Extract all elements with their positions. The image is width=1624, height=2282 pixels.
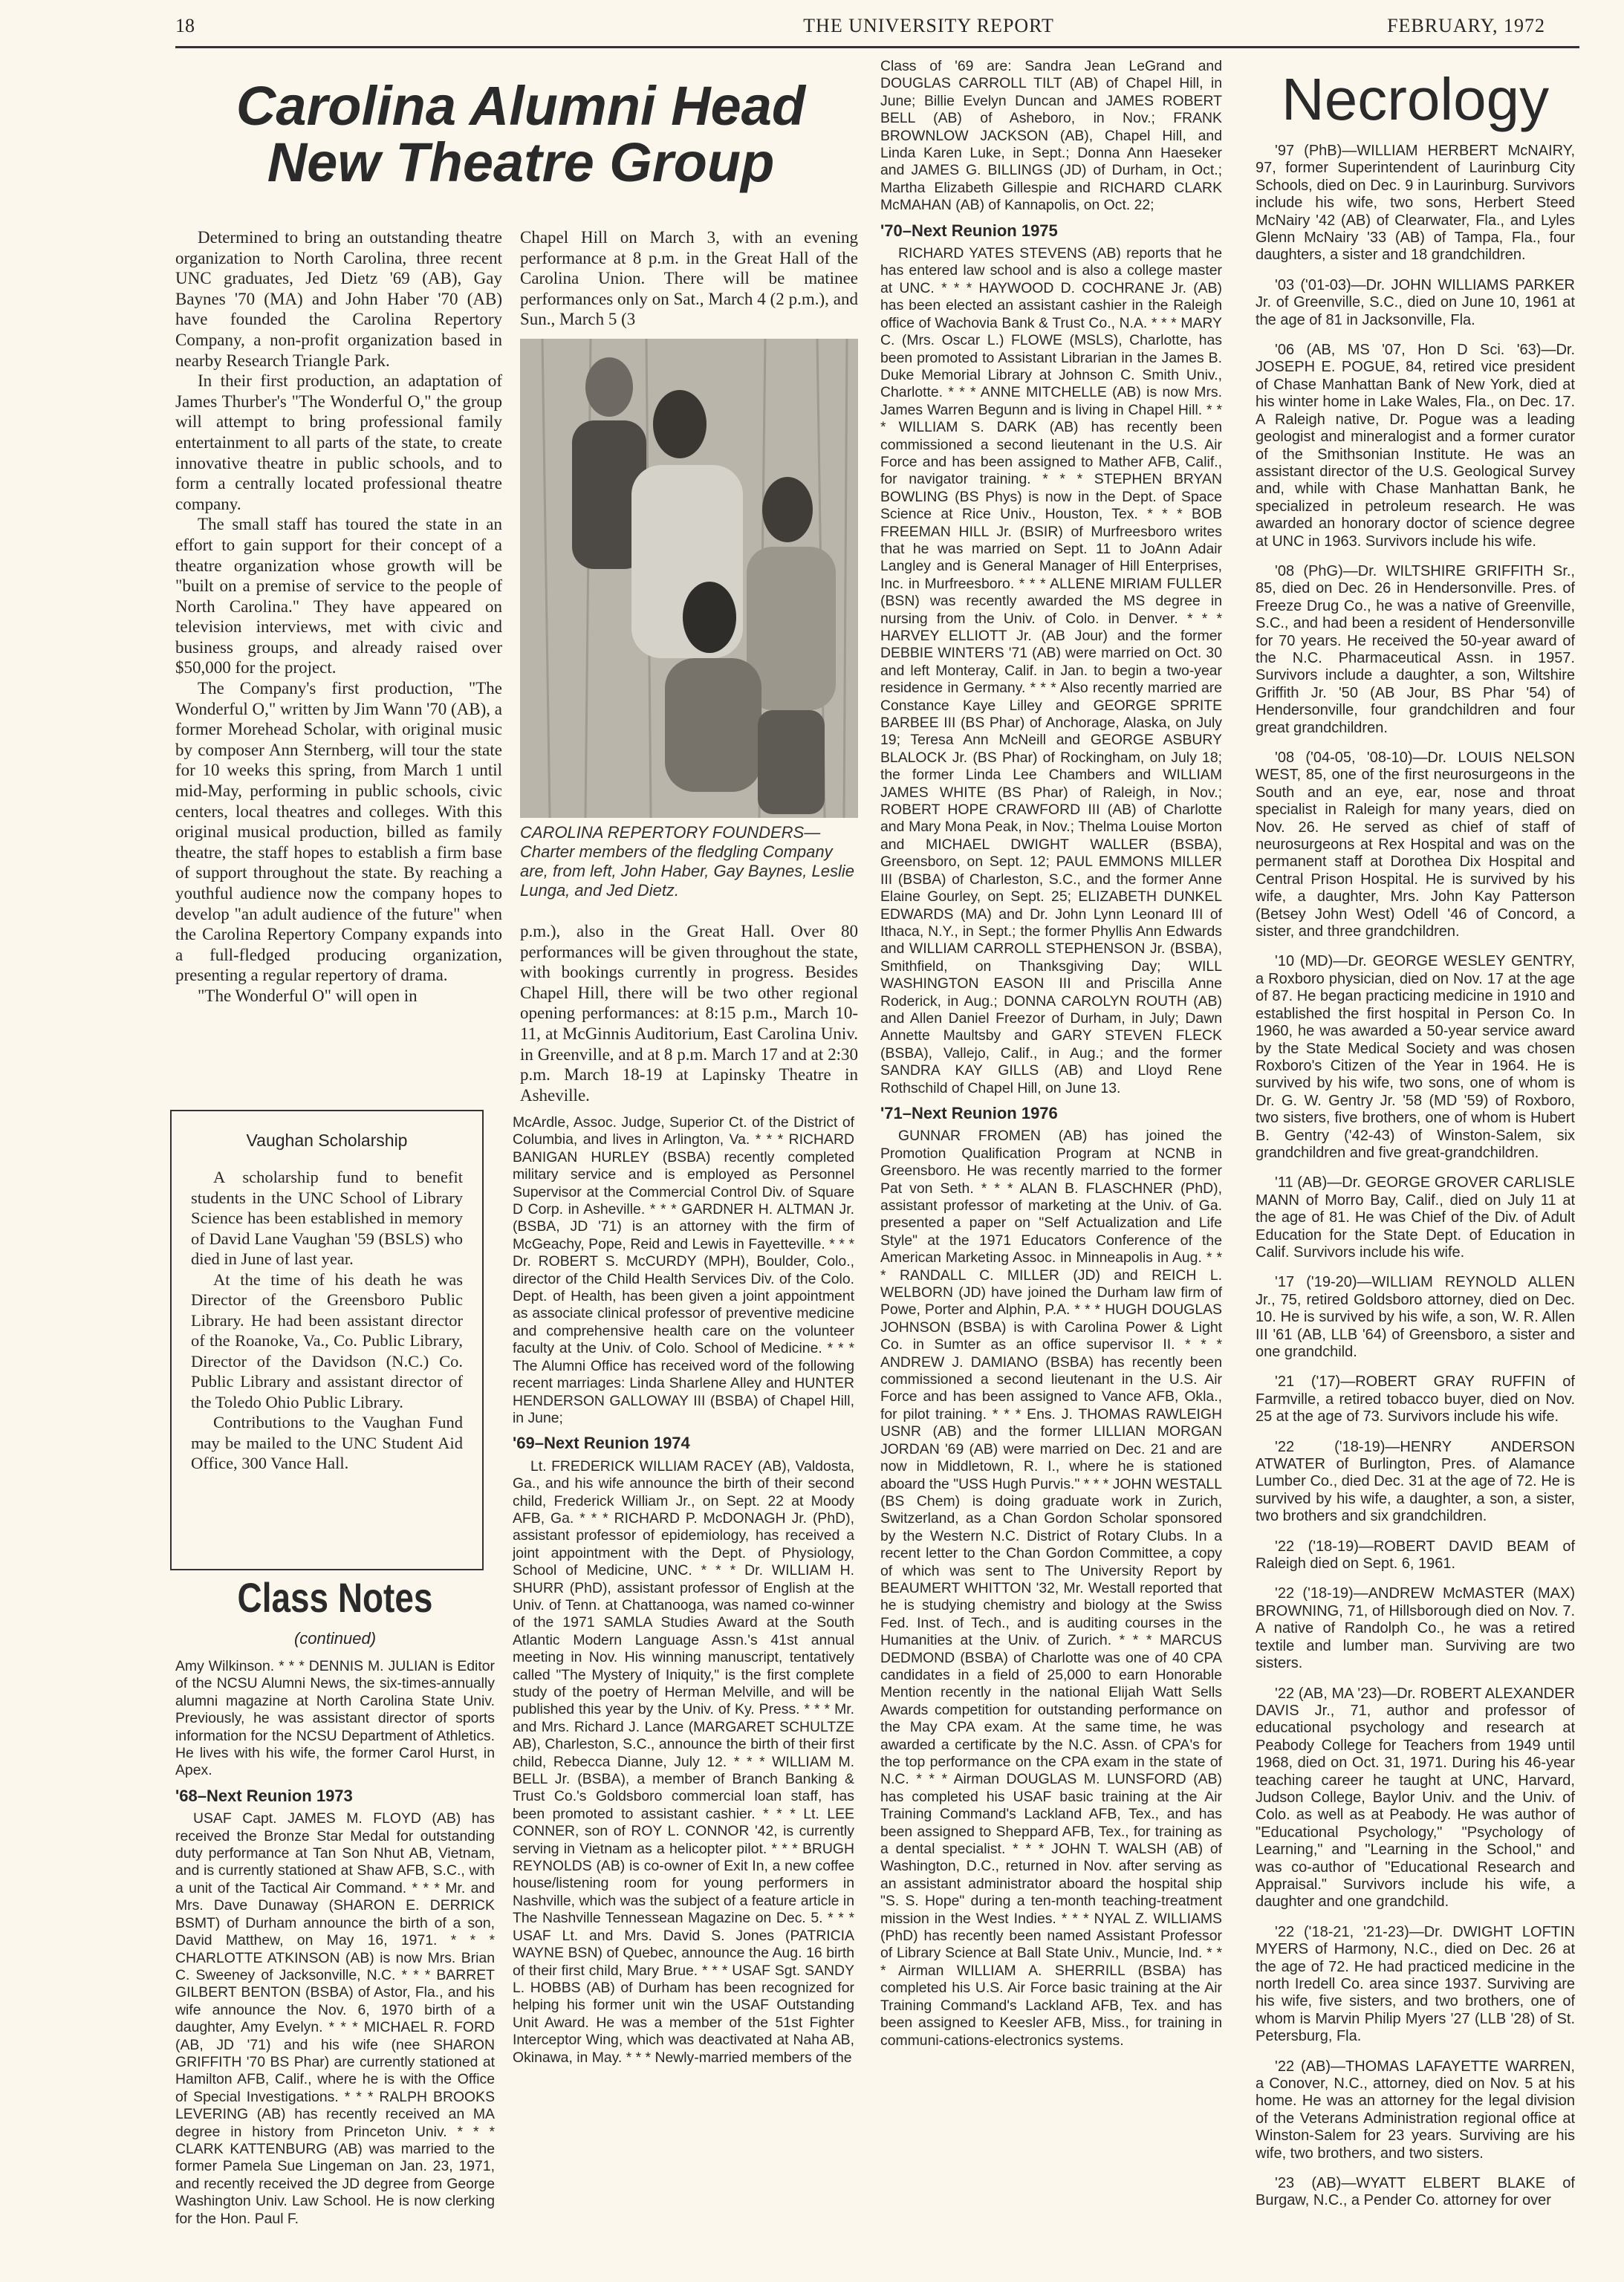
article-headline — [175, 75, 866, 194]
obituary-entry: '23 (AB)—WYATT ELBERT BLAKE of Burgaw, N.C., a Pender Co. attorney for over — [1256, 2175, 1575, 2209]
headline-line-2: New Theatre Group — [267, 131, 775, 194]
founders-photo-illustration — [520, 339, 858, 818]
obituary-entry: '21 ('17)—ROBERT GRAY RUFFIN of Farmville, a retired tobacco buyer, died on Nov. 25 at the age of 73. Survivors include his wife. — [1256, 1374, 1575, 1426]
class-note-text: Amy Wilkinson. * * * DENNIS M. JULIAN is Editor of the NCSU Alumni News, the six-times-annually alumni magazine at North Carolina State Univ. Previously, he was assistant director of sports information for the NCSU Department of Athletics. He lives with his wife, the former Carol Hurst, in Apex. — [175, 1658, 495, 1779]
founders-photo — [520, 339, 858, 818]
reunion-heading: '69–Next Reunion 1974 — [513, 1434, 690, 1453]
obituary-entry: '11 (AB)—Dr. GEORGE GROVER CARLISLE MANN of Morro Bay, Calif., died on July 11 at the age of 81. He was Chief of the Div. of Adult Education for the State Dept. of Education in Calif. Survivors include his wife. — [1256, 1174, 1575, 1261]
article-paragraph: The Company's first production, "The Wonderful O," written by Jim Wann '70 (AB), a former Morehead Scholar, with original music by composer Ann Sternberg, will tour the state for 10 weeks this spring, from March 1 until mid-May, performing in public schools, civic centers, local theatres and colleges. With this original musical production, billed as family theatre, the staff hopes to establish a firm base of support throughout the state. By reaching a youthful audience now the company hopes to develop "an adult audience of the future" when the Carolina Repertory Company expands into a full-fledged producing organization, presenting a regular repertory of drama. — [175, 679, 502, 985]
scholarship-paragraph: Contributions to the Vaughan Fund may be mailed to the UNC Student Aid Office, 300 Vance Hall. — [191, 1413, 463, 1472]
class-notes-title: Class Notes — [237, 1574, 433, 1621]
obituary-entry: '03 ('01-03)—Dr. JOHN WILLIAMS PARKER Jr. of Greenville, S.C., died on June 10, 1961 at the age of 81 in Jacksonville, Fla. — [1256, 276, 1575, 328]
class-note-text: Class of '69 are: Sandra Jean LeGrand and DOUGLAS CARROLL TILT (AB) of Chapel Hill, in June; Billie Evelyn Duncan and JAMES ROBERT BELL (AB) of Asheboro, in Nov.; FRANK BROWNLOW JACKSON (AB), Chapel Hill, and Linda Karen Luke, in Sept.; Donna Ann Haeseker and JAMES G. BILLINGS (JD) of Durham, in Oct.; Martha Elizabeth Gillespie and RICHARD CLARK McMAHAN (AB) of Kannapolis, on Oct. 22; — [880, 58, 1222, 214]
article-paragraph: p.m.), also in the Great Hall. Over 80 performances will be given throughout the state, with bookings currently in progress. Besides Chapel Hill, there will be two other regional opening performances: at 8:15 p.m., March 10-11, at McGinnis Auditorium, East Carolina Univ. in Greenville, and at 8 p.m. March 17 and at 2:30 p.m. March 18-19 at Lapinsky Theatre in Asheville. — [520, 922, 858, 1105]
scholarship-title: Vaughan Scholarship — [246, 1131, 408, 1150]
obituary-entry: '08 (PhG)—Dr. WILTSHIRE GRIFFITH Sr., 85, died on Dec. 26 in Hendersonville. Pres. of Freeze Drug Co., he was a native of Greenville, S.C., and had been a resident of Hendersonville for 70 years. He received the 50-year award of the N.C. Pharmaceutical Assn. in 1957. Survivors include a daughter, a son, Wiltshire Griffith Jr. '50 (AB Jour, BS Phar '54) of Hendersonville, four grandchildren and four great grandchildren. — [1256, 562, 1575, 736]
obituary-entry: '22 ('18-19)—ANDREW McMASTER (MAX) BROWNING, 71, of Hillsborough died on Nov. 7. A native of Randolph Co., he was a retired textile and lumber man. Surviving are two sisters. — [1256, 1585, 1575, 1672]
obituary-entry: '10 (MD)—Dr. GEORGE WESLEY GENTRY, a Roxboro physician, died on Nov. 17 at the age of 87. He began practicing medicine in 1910 and established the first hospital in Person Co. In 1960, he was awarded a 50-year service award by the State Medical Society and was chosen Roxboro's Citizen of the Year in 1964. He is survived by his wife, two sons, one of whom is Dr. G. W. Gentry Jr. '58 (MD '59) of Roxboro, two sisters, five brothers, one of whom is Hubert B. Gentry ('42-43) of Winston-Salem, six grandchildren and five great-grandchildren. — [1256, 953, 1575, 1161]
class-notes-column-3 — [880, 58, 1222, 2275]
obituary-entry: '06 (AB, MS '07, Hon D Sci. '63)—Dr. JOSEPH E. POGUE, 84, retired vice president of Chase Manhattan Bank of New York, died at his winter home in Lake Wales, Fla., on Dec. 17. A Raleigh native, Dr. Pogue was a leading geologist and mineralogist and a former curator of the Smithsonian Institute. He was an assistant director of the U.S. Geological Survey and, while with Chase Manhattan Bank, he specialized in petroleum research. He was awarded an honorary doctor of science degree at UNC in 1963. Survivors include his wife. — [1256, 342, 1575, 550]
class-note-text: GUNNAR FROMEN (AB) has joined the Promotion Qualification Program at NCNB in Greensboro. He was recently married to the former Pat von Seth. * * * ALAN B. FLASCHNER (PhD), assistant professor of marketing at the Univ. of Ga. presented a paper on "Self Actualization and Life Style" at the 1971 Educators Conference of the American Marketing Assoc. in Minneapolis in Aug. * * * RANDALL C. MILLER (JD) and REICH L. WELBORN (JD) have joined the Durham law firm of Powe, Porter and Alphin, P.A. * * * HUGH DOUGLAS JOHNSON (BSBA) is with Carolina Power & Light Co. in Sumter as an office supervisor II. * * * ANDREW J. DAMIANO (BSBA) has recently been commissioned a second lieutenant in the U.S. Air Force and has been assigned to Vance AFB, Okla., for pilot training. * * * Ens. J. THOMAS RAWLEIGH USNR (AB) and the former LILLIAN MORGAN JORDAN '69 (AB) were married on Dec. 21 and are now in Middletown, R. I., where he is stationed aboard the "USS Hugh Purvis." * * * JOHN WESTALL (BS Chem) is doing graduate work in Zurich, Switzerland, as a Chan Gordon Scholar sponsored by the Western N.C. District of Rotary Clubs. In a recent letter to the Chan Gordon Committee, a copy of which was sent to The University Report by BEAUMERT WHITTON '32, Mr. Westall reported that he is studying chemistry and biology at the Swiss Fed. Inst. of Tech., and is auditing courses in the Humanities at the Univ. of Zurich. * * * MARCUS DEDMOND (BSBA) of Charlotte was one of 40 CPA candidates in a field of 25,000 to earn Honorable Mention recently in the national Elijah Watt Sells Awards competition for outstanding performance on the May CPA exam. At the same time, he was awarded a certificate by the N.C. Assn. of CPA's for the top performance on the CPA exam in the state of N.C. * * * Airman DOUGLAS M. LUNSFORD (AB) has completed his USAF basic training at the Air Training Command's Lackland AFB, Tex., and has been assigned to Sheppard AFB, Tex., for training as a dental specialist. * * * JOHN T. WALSH (AB) of Washington, D.C., returned in Nov. after serving as an assistant administrator aboard the hospital ship "S. S. Hope" during a ten-month teaching-treatment mission in the West Indies. * * * NYAL Z. WILLIAMS (PhD) has recently been named Assistant Professor of Library Science at Ball State Univ., Muncie, Ind. * * * Airman WILLIAM A. SHERRILL (BSBA) has completed his U.S. Air Force basic training at the Air Training Command's Lackland AFB, Tex. and has been assigned to Keesler AFB, Miss., for training in communi-cations-electronics systems. — [880, 1128, 1222, 2049]
reunion-heading: '68–Next Reunion 1973 — [175, 1786, 353, 1805]
obituary-entry: '22 ('18-19)—ROBERT DAVID BEAM of Raleigh died on Sept. 6, 1961. — [1256, 1538, 1575, 1573]
scholarship-paragraph: At the time of his death he was Director of the Greensboro Public Library. He had been assistant director of the Roanoke, Va., Co. Public Library, Director of the Davidson (N.C.) Co. Public Library and assistant director of the Toledo Ohio Public Library. — [191, 1270, 463, 1411]
obituary-entry: '22 ('18-19)—HENRY ANDERSON ATWATER of Burlington, Pres. of Alamance Lumber Co., died Dec. 31 at the age of 72. He is survived by his wife, a daughter, a son, a sister, two brothers and six grandchildren. — [1256, 1438, 1575, 1525]
obituary-entry: '17 ('19-20)—WILLIAM REYNOLD ALLEN Jr., 75, retired Goldsboro attorney, died on Dec. 10. He is survived by his wife, a son, W. R. Allen III '61 (AB, LLB '64) of Greensboro, a sister and one grandchild. — [1256, 1274, 1575, 1360]
necrology-title: Necrology — [1281, 66, 1550, 132]
scholarship-paragraph: A scholarship fund to benefit students in the UNC School of Library Science has been established in memory of David Lane Vaughan '59 (BSLS) who died in June of last year. — [191, 1168, 463, 1268]
article-paragraph: Chapel Hill on March 3, with an evening performance at 8 p.m. in the Great Hall of the Carolina Union. There will be matinee performances only on Sat., March 4 (2 p.m.), and Sun., March 5 (3 — [520, 228, 858, 329]
class-notes-column-1 — [175, 1658, 495, 2275]
header-rule — [175, 46, 1579, 48]
page-number: 18 — [175, 15, 195, 36]
obituary-entry: '22 (AB)—THOMAS LAFAYETTE WARREN, a Conover, N.C., attorney, died on Nov. 5 at his home. He was an attorney for the legal division of the Veterans Administration regional office at Winston-Salem for 23 years. Surviving are his wife, two brothers, and two sisters. — [1256, 2058, 1575, 2162]
obituary-entry: '22 ('18-21, '21-23)—Dr. DWIGHT LOFTIN MYERS of Harmony, N.C., died on Dec. 26 at the age of 72. He had practiced medicine in the north Iredell Co. area since 1937. Surviving are his wife, five sisters, and two brothers, one of whom is Marvin Philip Myers '27 (LLB '28) of St. Petersburg, Fla. — [1256, 1923, 1575, 2045]
class-note-text: Lt. FREDERICK WILLIAM RACEY (AB), Valdosta, Ga., and his wife announce the birth of their second child, Frederick William Jr., on Sept. 22 at Moody AFB, Ga. * * * RICHARD P. McDONAGH Jr. (PhD), assistant professor of epidemiology, has received a joint appointment with the Dept. of Physiology, School of Medicine, UNC. * * * Dr. WILLIAM H. SHURR (PhD), assistant professor of English at the Univ. of Tenn. at Chattanooga, was named co-winner of the 1971 SAMLA Studies Award at the South Atlantic Modern Language Assn.'s 41st annual meeting in Nov. His winning manuscript, tentatively called "The Mystery of Iniquity," is the first complete study of the poetry of Herman Melville, and will be published this year by the Univ. of Ky. Press. * * * Mr. and Mrs. Richard J. Lance (MARGARET SCHULTZE AB), Charleston, S.C., announce the birth of their first child, Rebecca Dianne, July 12. * * * WILLIAM M. BELL Jr. (BSBA), a member of Branch Banking & Trust Co.'s Goldsboro commercial loan staff, has been promoted to assistant cashier. * * * Lt. LEE CONNER, son of ROY L. CONNOR '42, is currently serving in Vietnam as a helicopter pilot. * * * BRUGH REYNOLDS (AB) is co-owner of Exit In, a new coffee house/listening room for young performers in Nashville, which was the subject of a feature article in The Nashville Tennessean Magazine on Dec. 5. * * * USAF Lt. and Mrs. David S. Jones (PATRICIA WAYNE BSN) of Quebec, announce the Aug. 16 birth of their first child, Mary Brue. * * * USAF Sgt. SANDY L. HOBBS (AB) of Durham has been recognized for helping his former unit win the USAF Outstanding Unit Award. He was a member of the 51st Fighter Interceptor Wing, which was deactivated at Naha AB, Okinawa, in May. * * * Newly-married members of the — [513, 1457, 854, 2066]
reunion-heading: '71–Next Reunion 1976 — [880, 1103, 1058, 1122]
scholarship-box — [170, 1110, 484, 1570]
class-note-text: RICHARD YATES STEVENS (AB) reports that he has entered law school and is also a college master at UNC. * * * HAYWOOD D. COCHRANE Jr. (AB) has been elected an assistant cashier in the Raleigh office of Wachovia Bank & Trust Co., N.A. * * * MARY C. (Mrs. Oscar L.) FLOWE (MSLS), Charlotte, has been promoted to Assistant Librarian in the James B. Duke Memorial Library at Johnson C. Smith Univ., Charlotte. * * * ANNE MITCHELLE (AB) is now Mrs. James Warren Begunn and is living in Chapel Hill. * * * WILLIAM S. DARK (AB) has recently been commissioned a second lieutenant in the U.S. Air Force and has been assigned to Mather AFB, Calif., for navigator training. * * * STEPHEN BRYAN BOWLING (BS Phys) is now in the Dept. of Space Science at Rice Univ., Houston, Tex. * * * BOB FREEMAN HILL Jr. (BSIR) of Murfreesboro writes that he was married on Sept. 11 to JoAnn Adair Langley and is General Manager of Hill Enterprises, Inc. in Murfreesboro. * * * ALLENE MIRIAM FULLER (BSN) was recently awarded the MS degree in nursing from the Univ. of Colo. in Denver. * * * HARVEY ELLIOTT Jr. (AB Jour) and the former DEBBIE WINTERS '71 (AB) were married on Oct. 30 and left Monteray, Calif. in Jan. to begin a two-year residence in Germany. * * * Also recently married are Constance Kaye Lilley and GEORGE SPRITE BARBEE III (BS Phar) of Anchorage, Alaska, on July 19; Teresa Ann McNeill and GEORGE ASBURY BLALOCK Jr. (BS Phar) of Rockingham, on July 18; the former Linda Lee Chambers and WILLIAM JAMES WHITE (BS Phar) of Raleigh, in Nov.; ROBERT HOPE CRAWFORD III (AB) of Charlotte and Mary Mona Peak, in Nov.; Thelma Louise Morton and MICHAEL DWIGHT WALLER (BSBA), Greensboro, on Sept. 12; PAUL EMMONS MILLER III (BSBA) of Charleston, S.C., and the former Anne Elaine Gourley, on Sept. 25; ELIZABETH DUNKEL EDWARDS (MA) and Dr. John Lynn Leonard III of Ithaca, N.Y., in Sept.; the former Phyllis Ann Edwards and WILLIAM CARROLL STEPHENSON Jr. (BSBA), Smithfield, on Thanksgiving Day; WILL WASHINGTON EASON III and Priscilla Anne Roderick, in Aug.; DONNA CAROLYN ROUTH (AB) and Allen Daniel Freezor of Durham, in July; Dawn Annette Maultsby and GARY STEVEN FLECK (BSBA), Vallejo, Calif., in Aug.; and the former SANDRA KAY GILLS (AB) and Lloyd Rene Rothschild of Chapel Hill, on June 13. — [880, 245, 1222, 1096]
headline-line-1: Carolina Alumni Head — [236, 75, 806, 137]
article-paragraph: The small staff has toured the state in an effort to gain support for their concept of a theatre organization whose growth will be "built on a premise of service to the people of North Carolina." They have appeared on television interviews, met with civic and business groups, and already raised over $50,000 for the project. — [175, 515, 502, 677]
obituary-entry: '22 (AB, MA '23)—Dr. ROBERT ALEXANDER DAVIS Jr., 71, author and professor of educational psychology and research at Peabody College for Teachers from 1949 until 1968, died on Oct. 31, 1971. During his 46-year teaching career he taught at UNC, Harvard, Judson College, Baylor Univ. and the Univ. of Colo. as well as at Peabody. He was author of "Educational Psychology," "Psychology of Learning," and "Learning in the School," and was co-author of "Educational Research and Appraisal." Survivors include his wife, a daughter and one grandchild. — [1256, 1685, 1575, 1911]
class-notes-column-2 — [513, 1114, 854, 2275]
reunion-heading: '70–Next Reunion 1975 — [880, 221, 1058, 240]
obituary-entry: '08 ('04-05, '08-10)—Dr. LOUIS NELSON WEST, 85, one of the first neurosurgeons in the South and an eye, ear, nose and throat specialist in Raleigh for many years, died on Nov. 26. He served as chief of staff of neurosurgeons at Rex Hospital and was on the permanent staff at Dorothea Dix Hospital and Central Prison Hospital. He is survived by his wife, a daughter, Mrs. John Kay Patterson (Betsey John West) Odell '46 of Concord, a sister, and three grandchildren. — [1256, 750, 1575, 940]
issue-date: FEBRUARY, 1972 — [1387, 15, 1545, 36]
article-column-1 — [175, 227, 502, 1074]
article-column-2-top — [520, 227, 858, 331]
photo-caption: CAROLINA REPERTORY FOUNDERS—Charter members of the fledgling Company are, from left, John Haber, Gay Baynes, Leslie Lunga, and Jed Dietz. — [520, 823, 855, 900]
class-notes-subtitle: (continued) — [293, 1629, 377, 1648]
class-note-text: USAF Capt. JAMES M. FLOYD (AB) has received the Bronze Star Medal for outstanding duty performance at Tan Son Nhut AB, Vietnam, and is currently stationed at Shaw AFB, S.C., with a unit of the Tactical Air Command. * * * Mr. and Mrs. Dave Dunaway (SHARON E. DERRICK BSMT) of Durham announce the birth of a son, David Matthew, on May 16, 1971. * * * CHARLOTTE ATKINSON (AB) is now Mrs. Brian C. Sweeney of Jacksonville, N.C. * * * BARRET GILBERT BENTON (BSBA) of Astor, Fla., and his wife announce the Nov. 6, 1970 birth of a daughter, Amy Evelyn. * * * MICHAEL R. FORD (AB, JD '71) and his wife (nee SHARON GRIFFITH '70 BS Phar) are currently stationed at Hamilton AFB, Calif., where he is with the Office of Special Investigations. * * * RALPH BROOKS LEVERING (AB) has recently received an MA degree in history from Princeton Univ. * * * CLARK KATTENBURG (AB) was married to the former Pamela Sue Lingeman on Jan. 23, 1971, and recently received the JD degree from George Washington Univ. Law School. He is now clerking for the Hon. Paul F. — [175, 1810, 495, 2227]
article-column-2-bottom — [520, 921, 858, 1105]
publication-title: THE UNIVERSITY REPORT — [803, 15, 1054, 36]
necrology-column — [1256, 143, 1575, 2275]
article-paragraph: Determined to bring an outstanding theatre organization to North Carolina, three recent UNC graduates, Jed Dietz '69 (AB), Gay Baynes '70 (MA) and John Haber '70 (AB) have founded the Carolina Repertory Company, a non-profit organization based in nearby Research Triangle Park. — [175, 228, 502, 370]
article-paragraph: In their first production, an adaptation of James Thurber's "The Wonderful O," the group will attempt to bring professional family entertainment to all parts of the state, to create innovative theatre in public schools, and to form a centrally located professional theatre company. — [175, 371, 502, 513]
article-paragraph: "The Wonderful O" will open in — [198, 986, 418, 1005]
class-note-text: McArdle, Assoc. Judge, Superior Ct. of the District of Columbia, and lives in Arlington, Va. * * * RICHARD BANIGAN HURLEY (BSBA) recently completed military service and is employed as Personnel Supervisor at the Commercial Control Div. of Square D Corp. in Asheville. * * * GARDNER H. ALTMAN Jr. (BSBA, JD '71) is an attorney with the firm of McGeachy, Pope, Reid and Lewis in Fayetteville. * * * Dr. ROBERT S. McCURDY (MPH), Boulder, Colo., director of the Child Health Services Div. of the Colo. Dept. of Health, has been given a joint appointment as associate clinical professor of preventive medicine and comprehensive health care on the volunteer faculty at the Univ. of Colo. School of Medicine. * * * The Alumni Office has received word of the following recent marriages: Linda Sharlene Alley and HUNTER HENDERSON GALLOWAY III (BSBA) of Chapel Hill, in June; — [513, 1114, 854, 1426]
obituary-entry: '97 (PhB)—WILLIAM HERBERT McNAIRY, 97, former Superintendent of Laurinburg City Schools, died on Dec. 9 in Laurinburg. Survivors include his wife, two sons, Herbert Steed McNairy '42 (AB) of Clearwater, Fla., and Lyles Glenn McNairy '33 (AB) of Tampa, Fla., four daughters, a sister and 18 grandchildren. — [1256, 143, 1575, 264]
